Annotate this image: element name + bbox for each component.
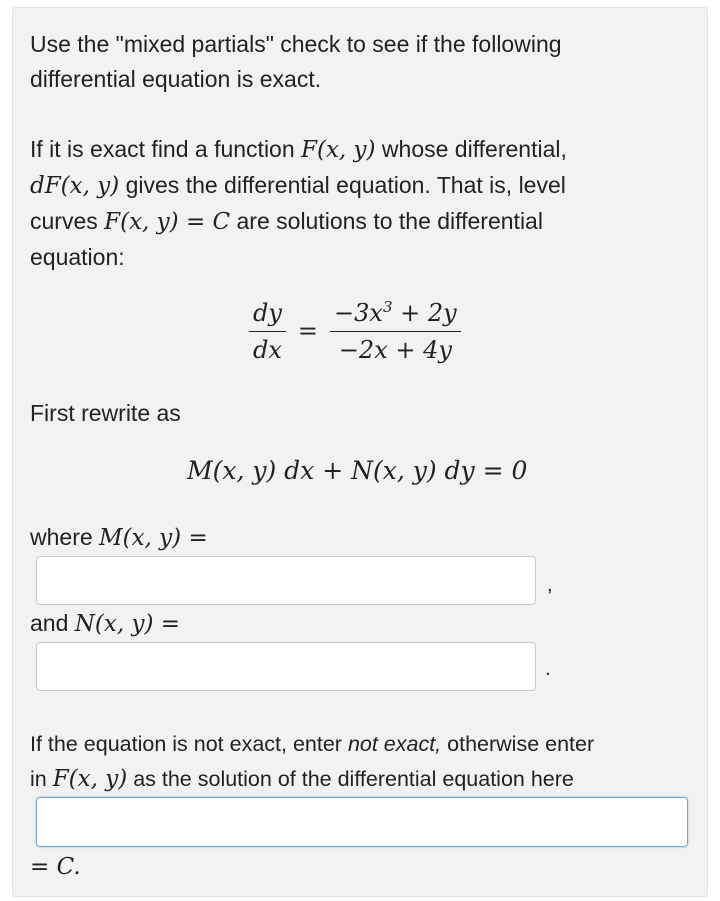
n-label: and N(x, y) =	[30, 610, 181, 637]
lhs-fraction: $\frac{dy}{dx}$	[249, 299, 286, 364]
m-input[interactable]	[36, 556, 536, 605]
math-level-curve: F(x, y) = C	[104, 209, 231, 235]
intro-text	[30, 27, 690, 97]
intro-line-1: Use the "mixed partials" check to see if the following	[30, 31, 562, 57]
rewrite-form: M(x, y) dx + N(x, y) dy = 0	[187, 456, 528, 485]
instructions-text: If it is exact find a function F(x, y) whose differential, dF(x, y) gives the differential equation. That is, level curves F(x, y) = C are solutions to the differential equation:	[30, 136, 567, 270]
not-exact-phrase: not exact,	[347, 732, 442, 756]
problem-card	[12, 7, 708, 897]
math-F-xy: F(x, y)	[301, 137, 376, 163]
equals-c: = C.	[30, 854, 81, 880]
final-instructions: If the equation is not exact, enter not exact, otherwise enter in F(x, y) as the solution of the differential equation here	[30, 732, 595, 792]
intro-line-2: differential equation is exact.	[30, 66, 322, 92]
m-comma: ,	[547, 574, 553, 596]
math-dF-xy: dF(x, y)	[30, 173, 120, 199]
n-period: .	[545, 658, 551, 680]
rhs-fraction: $\frac{-3x^3 + 2y}{-2x + 4y}$	[330, 298, 461, 364]
n-input[interactable]	[36, 642, 536, 691]
solution-input[interactable]	[36, 797, 688, 847]
differential-equation: $\frac{dy}{dx}$ = $\frac{-3x^3 + 2y}{-2x + 4y}$	[249, 298, 461, 364]
rewrite-label: First rewrite as	[30, 400, 181, 426]
m-label: where M(x, y) =	[30, 524, 208, 551]
